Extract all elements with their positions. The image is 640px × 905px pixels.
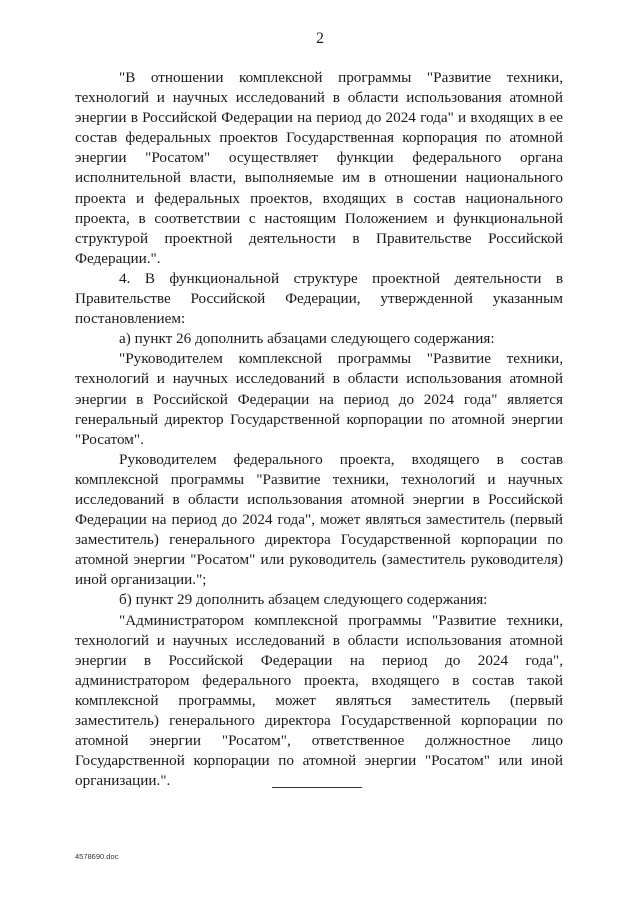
document-body <box>75 68 563 791</box>
paragraph-item-4: 4. В функциональной структуре проектной деятельности в Правительстве Российской Федерации, утвержденной указанным постановлением: <box>75 269 563 328</box>
paragraph-project-head: Руководителем федерального проекта, входящего в состав комплексной программы "Развитие техники, технологий и научных исследований в области использования атомной энергии в Российской Федерации на период до 2024 года", может являться заместитель (первый заместитель) генерального директора Государственной корпорации по атомной энергии "Росатом" или руководитель (заместитель руководителя) иной организации."; <box>75 450 563 589</box>
paragraph-program-administrator: "Администратором комплексной программы "Развитие техники, технологий и научных исследований в области использования атомной энергии в Российской Федерации на период до 2024 года", администратором федерального проекта, входящего в состав такой комплексной программы, может являться заместитель (первый заместитель) генерального директора Государственной корпорации по атомной энергии "Росатом", ответственное должностное лицо Государственной корпорации по атомной энергии "Росатом" или иной организации.". <box>75 611 563 790</box>
paragraph-program-head: "Руководителем комплексной программы "Развитие техники, технологий и научных исследований в области использования атомной энергии в Российской Федерации на период до 2024 года" является генеральный директор Государственной корпорации по атомной энергии "Росатом". <box>75 350 563 448</box>
end-separator-line <box>272 787 362 788</box>
paragraph-rosatom-functions: "В отношении комплексной программы "Развитие техники, технологий и научных исследований в области использования атомной энергии в Российской Федерации на период до 2024 года" и входящих в ее состав федеральных проектов Государственная корпорация по атомной энергии "Росатом" осуществляет функции федерального органа исполнительной власти, выполняемые им в отношении национального проекта и федеральных проектов, входящих в состав национального проекта, в соответствии с настоящим Положением и функциональной структурой проектной деятельности в Правительстве Российской Федерации.". <box>75 69 563 267</box>
page-number: 2 <box>316 30 324 47</box>
paragraph-subitem-b: б) пункт 29 дополнить абзацем следующего содержания: <box>119 591 488 609</box>
paragraph-subitem-a: а) пункт 26 дополнить абзацами следующего содержания: <box>119 330 495 348</box>
document-file-code: 4578690.doc <box>75 852 119 861</box>
